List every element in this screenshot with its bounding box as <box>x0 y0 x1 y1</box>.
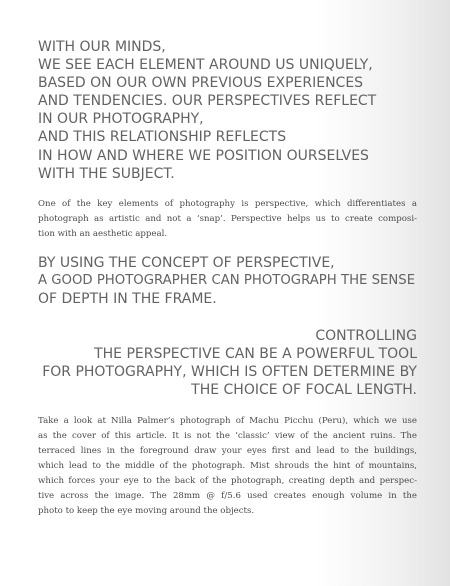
heading-3-line: THE CHOICE OF FOCAL LENGTH. <box>191 382 417 399</box>
paragraph-1-line: One of the key elements of photography is perspective, which differentiates a <box>38 198 417 209</box>
heading-1-line: WITH THE SUBJECT. <box>38 165 175 182</box>
paragraph-2-line: as the cover of this article. It is not the ‘classic’ view of the ancient ruins. The <box>38 431 417 442</box>
heading-3-line: CONTROLLING <box>315 328 417 345</box>
heading-1-line: AND THIS RELATIONSHIP REFLECTS <box>38 129 287 146</box>
paragraph-2-line: terraced lines in the foreground draw your eyes first and lead to the buildings, <box>38 446 417 457</box>
heading-2-line: BY USING THE CONCEPT OF PERSPECTIVE, <box>38 254 335 271</box>
paragraph-2-line: which forces your eye to the back of the photograph, creating depth and perspec- <box>38 476 417 487</box>
pull-quote-heading-2 <box>38 254 417 308</box>
heading-2-line: A GOOD PHOTOGRAPHER CAN PHOTOGRAPH THE SENSE <box>38 272 416 288</box>
heading-1-line: WE SEE EACH ELEMENT AROUND US UNIQUELY, <box>38 57 373 74</box>
heading-1-line: WITH OUR MINDS, <box>38 39 166 55</box>
paragraph-2-line: Take a look at Nilla Palmer’s photograph of Machu Picchu (Peru), which we use <box>38 416 417 427</box>
paragraph-2-line: tive across the image. The 28mm @ f/5.6 used creates enough volume in the <box>38 491 417 502</box>
body-paragraph-1 <box>38 197 417 242</box>
paragraph-1-line: tion with an aesthetic appeal. <box>38 228 168 239</box>
heading-1-line: IN HOW AND WHERE WE POSITION OURSELVES <box>38 147 369 164</box>
heading-3-line: THE PERSPECTIVE CAN BE A POWERFUL TOOL <box>94 346 417 363</box>
heading-1-line: AND TENDENCIES. OUR PERSPECTIVES REFLECT <box>38 93 377 110</box>
paragraph-2-line: which lead to the middle of the photograph. Mist shrouds the hint of mountains, <box>38 461 417 472</box>
body-paragraph-2 <box>38 414 417 519</box>
article-page <box>38 38 417 519</box>
pull-quote-heading-3 <box>38 327 417 399</box>
heading-2-line: OF DEPTH IN THE FRAME. <box>38 290 217 307</box>
heading-3-line: FOR PHOTOGRAPHY, WHICH IS OFTEN DETERMINE BY <box>42 364 417 381</box>
paragraph-2-line: photo to keep the eye moving around the objects. <box>38 506 255 517</box>
heading-1-line: IN OUR PHOTOGRAPHY, <box>38 111 204 128</box>
pull-quote-heading-1 <box>38 38 417 183</box>
paragraph-1-line: photograph as artistic and not a ‘snap’. Perspective helps us to create composi- <box>38 213 417 224</box>
heading-1-line: BASED ON OUR OWN PREVIOUS EXPERIENCES <box>38 75 364 92</box>
